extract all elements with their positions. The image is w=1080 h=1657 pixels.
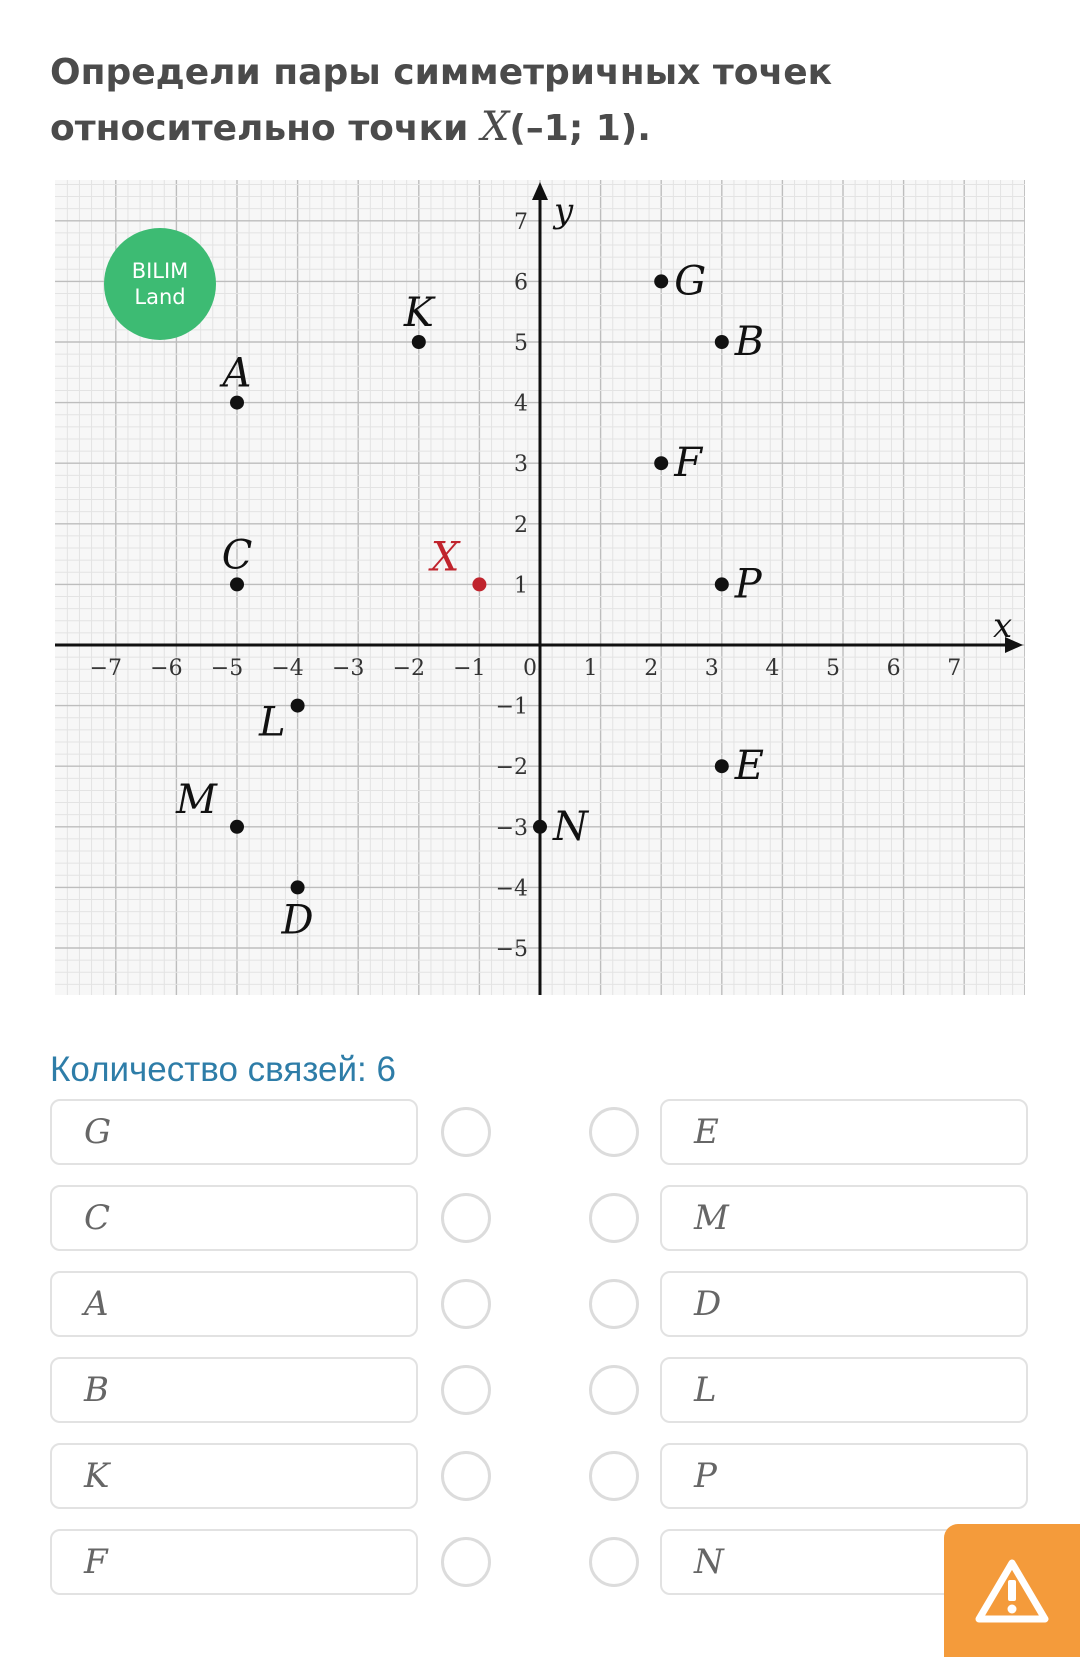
y-tick-label: 3 bbox=[514, 452, 528, 478]
x-tick-label: 1 bbox=[583, 656, 598, 681]
point-l bbox=[291, 699, 305, 713]
x-tick-label: −3 bbox=[331, 656, 365, 681]
point-label-x: X bbox=[430, 534, 460, 581]
links-count: Количество связей: 6 bbox=[50, 1050, 396, 1089]
point-label-m: M bbox=[176, 776, 217, 823]
report-problem-button[interactable] bbox=[944, 1524, 1080, 1657]
point-a bbox=[230, 396, 244, 410]
left-card-b[interactable]: B bbox=[50, 1357, 418, 1423]
right-card-m[interactable]: M bbox=[660, 1185, 1028, 1251]
right-card-p[interactable]: P bbox=[660, 1443, 1028, 1509]
bilimland-logo bbox=[104, 228, 216, 340]
point-label-d: D bbox=[281, 897, 314, 944]
y-tick-label: −2 bbox=[495, 755, 528, 781]
point-g bbox=[654, 274, 668, 288]
point-label-f: F bbox=[674, 440, 702, 487]
left-connector-6[interactable] bbox=[441, 1537, 491, 1587]
y-tick-label: −1 bbox=[495, 694, 528, 720]
x-tick-label: 7 bbox=[947, 656, 962, 681]
logo-line-2: Land bbox=[134, 285, 186, 309]
point-f bbox=[654, 456, 668, 470]
point-p bbox=[715, 577, 729, 591]
right-connector-6[interactable] bbox=[589, 1537, 639, 1587]
left-card-g[interactable]: G bbox=[50, 1099, 418, 1165]
title-line-1: Определи пары симметричных точек bbox=[50, 52, 833, 93]
x-tick-label: 3 bbox=[704, 656, 719, 681]
left-connector-2[interactable] bbox=[441, 1193, 491, 1243]
point-x bbox=[472, 577, 486, 591]
right-card-d[interactable]: D bbox=[660, 1271, 1028, 1337]
x-axis-label: x bbox=[993, 606, 1013, 646]
point-label-a: A bbox=[222, 350, 252, 397]
x-tick-label: 6 bbox=[886, 656, 901, 681]
left-connector-4[interactable] bbox=[441, 1365, 491, 1415]
y-tick-label: 4 bbox=[514, 391, 528, 417]
point-b bbox=[715, 335, 729, 349]
x-tick-label: 5 bbox=[826, 656, 840, 681]
right-connector-4[interactable] bbox=[589, 1365, 639, 1415]
right-card-l[interactable]: L bbox=[660, 1357, 1028, 1423]
title-line-2-prefix: относительно точки bbox=[50, 108, 481, 149]
point-label-g: G bbox=[674, 258, 707, 305]
y-axis-label: y bbox=[554, 191, 574, 231]
left-connector-3[interactable] bbox=[441, 1279, 491, 1329]
point-label-n: N bbox=[553, 803, 588, 850]
left-card-k[interactable]: K bbox=[50, 1443, 418, 1509]
point-m bbox=[230, 820, 244, 834]
left-connector-1[interactable] bbox=[441, 1107, 491, 1157]
point-label-b: B bbox=[734, 319, 765, 365]
x-tick-label: 0 bbox=[523, 656, 537, 681]
point-e bbox=[715, 759, 729, 773]
point-label-l: L bbox=[259, 699, 286, 746]
x-tick-label: −6 bbox=[150, 656, 183, 681]
x-tick-label: 2 bbox=[644, 656, 659, 681]
logo-line-1: BILIM bbox=[131, 259, 189, 283]
y-tick-label: 5 bbox=[514, 331, 528, 356]
right-connector-2[interactable] bbox=[589, 1193, 639, 1243]
y-tick-label: −3 bbox=[495, 815, 528, 841]
y-tick-label: −5 bbox=[495, 937, 528, 962]
x-tick-label: −1 bbox=[453, 656, 486, 681]
x-tick-label: −5 bbox=[210, 656, 244, 681]
point-c bbox=[230, 577, 244, 591]
left-connector-5[interactable] bbox=[441, 1451, 491, 1501]
left-card-a[interactable]: A bbox=[50, 1271, 418, 1337]
y-tick-label: 7 bbox=[514, 209, 528, 235]
point-label-c: C bbox=[221, 532, 253, 579]
right-card-n[interactable]: N bbox=[660, 1529, 1028, 1595]
title-point-var: X bbox=[480, 104, 510, 150]
point-label-e: E bbox=[734, 743, 765, 790]
right-connector-3[interactable] bbox=[589, 1279, 639, 1329]
point-label-p: P bbox=[734, 561, 762, 608]
point-label-k: K bbox=[403, 290, 434, 336]
x-tick-label: −4 bbox=[271, 656, 304, 681]
title-line-2 bbox=[50, 100, 1010, 156]
x-tick-label: −7 bbox=[89, 656, 123, 681]
left-card-c[interactable]: C bbox=[50, 1185, 418, 1251]
right-card-e[interactable]: E bbox=[660, 1099, 1028, 1165]
y-tick-label: 1 bbox=[514, 573, 528, 599]
point-n bbox=[533, 820, 547, 834]
warning-triangle-icon bbox=[975, 1558, 1049, 1624]
right-connector-5[interactable] bbox=[589, 1451, 639, 1501]
left-card-f[interactable]: F bbox=[50, 1529, 418, 1595]
title-point-coords: (–1; 1). bbox=[509, 108, 651, 149]
task-title bbox=[50, 46, 1010, 156]
point-k bbox=[412, 335, 426, 349]
y-tick-label: 6 bbox=[514, 270, 528, 296]
y-tick-label: −4 bbox=[495, 876, 528, 902]
right-connector-1[interactable] bbox=[589, 1107, 639, 1157]
point-d bbox=[291, 880, 305, 894]
y-tick-label: 2 bbox=[514, 512, 528, 538]
x-tick-label: 4 bbox=[765, 656, 780, 681]
x-tick-label: −2 bbox=[392, 656, 426, 681]
